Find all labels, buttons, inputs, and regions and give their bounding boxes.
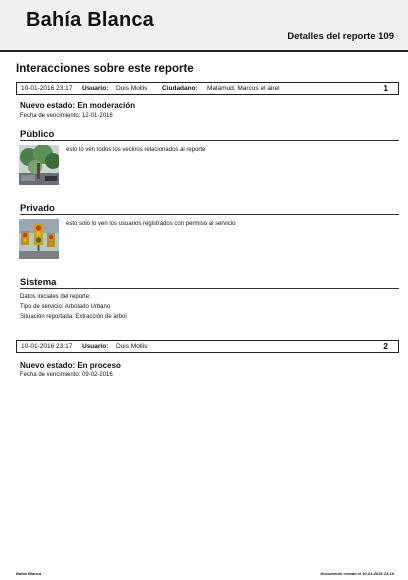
publico-note: esto lo ven todos los vecinos relacionados al reporte <box>66 147 206 153</box>
footer-city: Bahía Blanca <box>16 571 42 576</box>
publico-photo[interactable] <box>19 145 59 185</box>
interaction-datetime: 10-01-2016 23:17 <box>21 85 73 92</box>
sistema-line: Tipo de servicio: Arbolado Urbano <box>20 304 111 310</box>
vencimiento-text: Fecha de vencimiento: 12-01-2016 <box>20 113 113 119</box>
user-name: Duis Mollis <box>116 343 148 350</box>
footer-created: Documento creado el 10-01-2016 23:18 <box>320 571 394 576</box>
citizen-name: Malamud, Marcos el airel <box>207 85 280 92</box>
privado-photo[interactable] <box>19 219 59 259</box>
estado-text: Nuevo estado: En moderación <box>20 101 136 110</box>
sistema-title: Sistema <box>20 277 399 289</box>
privado-title: Privado <box>20 203 399 215</box>
estado-text: Nuevo estado: En proceso <box>20 361 121 370</box>
page-header <box>0 0 408 52</box>
user-label: Usuario: <box>82 343 109 350</box>
sistema-line: Datos iniciales del reporte: <box>20 294 91 300</box>
report-title: Detalles del reporte 109 <box>287 31 394 42</box>
interaction-number: 1 <box>383 83 388 93</box>
interaction-header-1 <box>16 82 399 95</box>
tree-photo-icon <box>19 145 59 185</box>
user-name: Duis Mollis <box>116 85 148 92</box>
citizen-label: Ciudadano: <box>162 85 198 92</box>
traffic-light-photo-icon <box>19 219 59 259</box>
section-title: Interacciones sobre este reporte <box>16 63 194 75</box>
privado-note: esto solo lo ven los usuarios registrados con permiso al servicio <box>66 221 236 227</box>
interaction-number: 2 <box>383 341 388 351</box>
sistema-line: Situación reportada: Extracción de árbol <box>20 314 127 320</box>
publico-title: Público <box>20 129 399 141</box>
user-label: Usuario: <box>82 85 109 92</box>
interaction-datetime: 10-01-2016 23:17 <box>21 343 73 350</box>
interaction-header-2 <box>16 340 399 353</box>
city-title: Bahía Blanca <box>26 9 155 31</box>
vencimiento-text: Fecha de vencimiento: 09-02-2016 <box>20 372 113 378</box>
